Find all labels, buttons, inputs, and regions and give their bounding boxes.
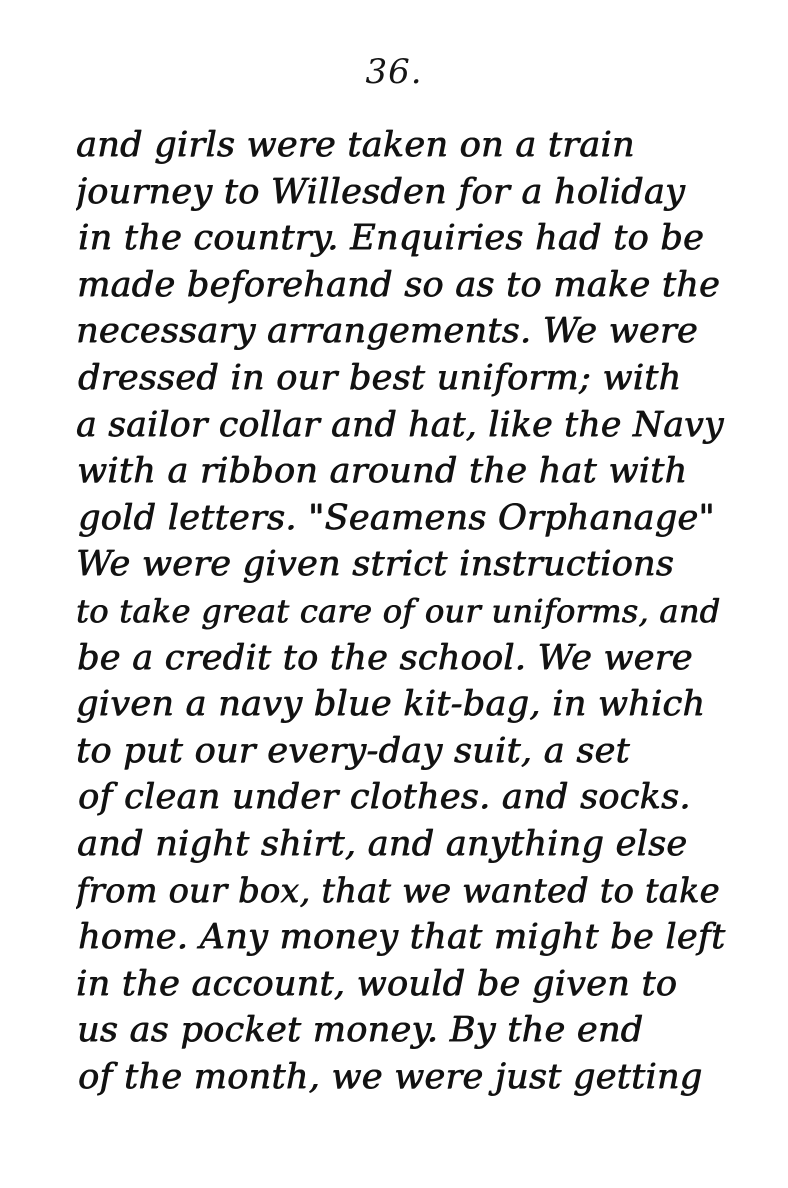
text-line: journey to Willesden for a holiday (76, 171, 686, 212)
text-line: to take great care of our uniforms, and (76, 591, 721, 630)
text-line: dressed in our best uniform; with (78, 357, 682, 398)
text-line: to put our every-day suit, a set (76, 730, 630, 771)
text-line: in the account, would be given to (76, 963, 678, 1004)
text-line: in the country. Enquiries had to be (78, 218, 705, 259)
text-line: us as pocket money. By the end (77, 1010, 644, 1051)
text-line: and girls were taken on a train (76, 125, 635, 165)
text-line: made beforehand so as to make the (77, 264, 721, 305)
text-line: a sailor collar and hat, like the Navy (76, 404, 724, 445)
text-line: of the month, we were just getting (78, 1056, 703, 1097)
text-line: given a navy blue kit-bag, in which (76, 684, 706, 725)
text-line: be a credit to the school. We were (77, 637, 693, 678)
page-number: 36. (365, 52, 423, 92)
text-line: with a ribbon around the hat with (77, 451, 688, 492)
text-line: and night shirt, and anything else (77, 823, 688, 864)
text-line: of clean under clothes. and socks. (78, 777, 691, 818)
text-line: gold letters. "Seamens Orphanage" (78, 497, 715, 538)
text-line: from our box, that we wanted to take (76, 870, 720, 910)
text-line: home. Any money that might be left (78, 917, 726, 958)
text-line: necessary arrangements. We were (76, 311, 698, 352)
text-line: We were given strict instructions (76, 544, 675, 585)
handwritten-text-body (76, 122, 726, 1100)
